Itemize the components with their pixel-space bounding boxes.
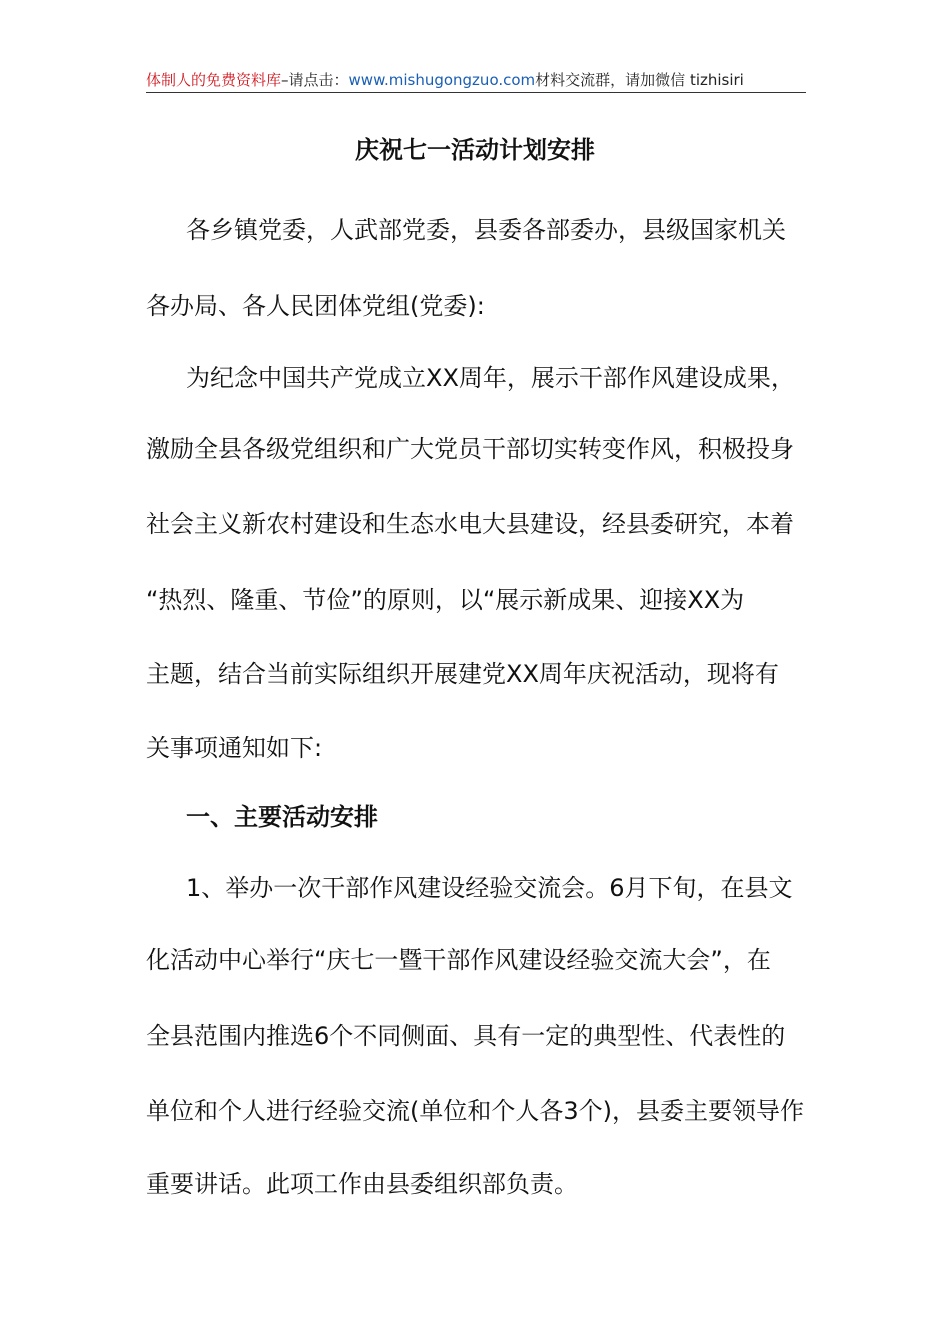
salutation-line-2: 各办局、各人民团体党组(党委): [146,292,485,320]
paragraph-line: 社会主义新农村建设和生态水电大县建设，经县委研究，本着 [146,510,794,538]
paragraph-line: 单位和个人进行经验交流(单位和个人各3个)，县委主要领导作 [146,1097,804,1125]
document-title: 庆祝七一活动计划安排 [355,136,595,164]
header-url-link[interactable]: www.mishugongzuo.com [348,71,536,89]
paragraph-line: 激励全县各级党组织和广大党员干部切实转变作风，积极投身 [146,435,794,463]
header-prompt: –请点击： [281,71,349,89]
paragraph-line: 化活动中心举行“庆七一暨干部作风建设经验交流大会”，在 [146,946,771,974]
paragraph-line: 重要讲话。此项工作由县委组织部负责。 [146,1170,578,1198]
paragraph-line: 主题，结合当前实际组织开展建党XX周年庆祝活动，现将有 [146,660,779,688]
paragraph-line: 关事项通知如下: [146,734,323,762]
header-wechat-note: 材料交流群，请加微信 tizhisiri [535,71,744,89]
salutation-line-1: 各乡镇党委，人武部党委，县委各部委办，县级国家机关 [186,216,786,244]
paragraph-line: 全县范围内推选6个不同侧面、具有一定的典型性、代表性的 [146,1022,786,1050]
header-brand: 体制人的免费资料库 [146,71,282,89]
paragraph-line: “热烈、隆重、节俭”的原则，以“展示新成果、迎接XX为 [146,586,745,614]
section-heading: 一、主要活动安排 [186,803,378,831]
paragraph-line: 为纪念中国共产党成立XX周年，展示干部作风建设成果， [186,364,795,392]
page-header [146,70,806,93]
paragraph-line: 1、举办一次干部作风建设经验交流会。6月下旬，在县文 [186,874,793,902]
